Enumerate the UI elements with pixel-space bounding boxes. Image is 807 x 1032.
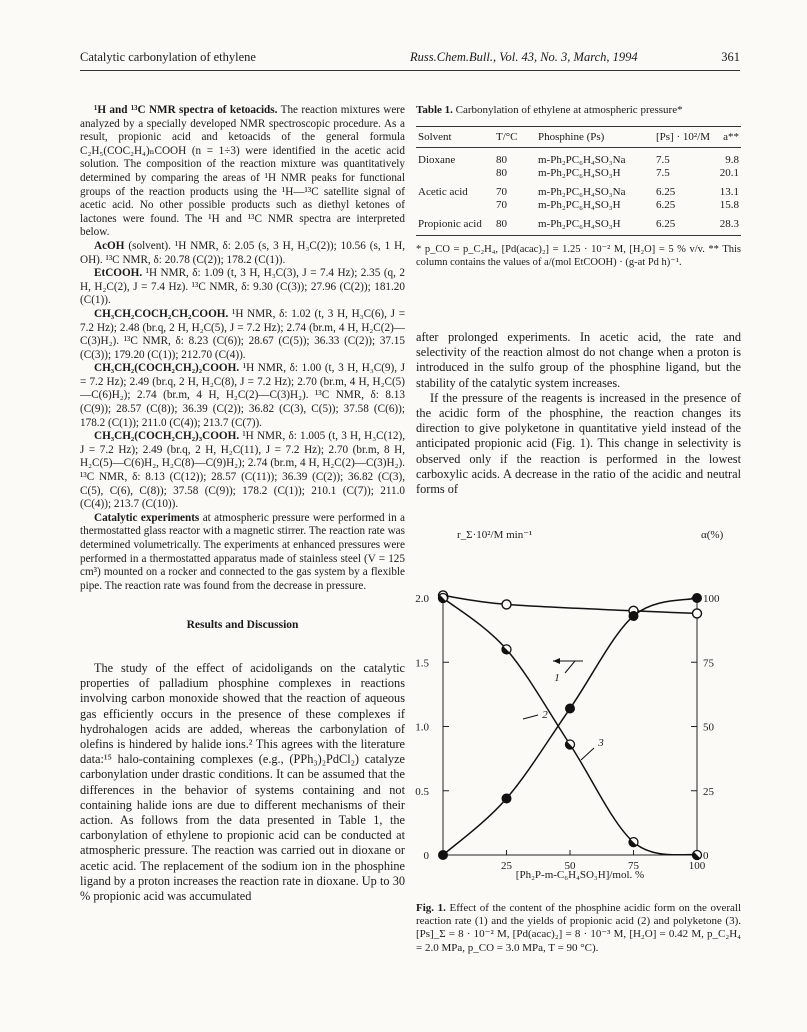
ketoacid-2-entry [80, 362, 405, 430]
curve-1-label: 1 [554, 672, 560, 684]
ketoacid-1-label: CH₃CH₂COCH₂CH₂COOH. [94, 307, 229, 320]
series-3-point [693, 594, 702, 603]
y-axis-right-label: α(%) [701, 529, 724, 541]
journal-citation: Russ.Chem.Bull., Vol. 43, No. 3, March, 1994 [410, 50, 638, 64]
cell-ps: m-Ph₂PC₆H₄SO₃H [536, 212, 654, 236]
cell-conc: 7.5 [656, 154, 670, 166]
acoh-label: AcOH [94, 239, 125, 252]
cell-t: 80 [494, 212, 536, 236]
nmr-paragraph [80, 104, 405, 240]
series-3-line [443, 598, 697, 855]
series-1-point [502, 600, 511, 609]
right-paragraph-2: If the pressure of the reagents is increased in the presence of the acidic form of the phosphine, the reaction changes its direction to give polyketone in quantitative yield instead of the anticipated propionic acid (Fig. 1). This change in selectivity is observed only if the reaction is performed in the lowest carboxylic acids. A decrease in the ratio of the acidic and neutral forms of [416, 390, 741, 497]
catalytic-label: Catalytic experiments [94, 511, 200, 524]
y-left-tick-label: 1.5 [415, 657, 429, 670]
cell-ps: m-Ph₂PC₆H₄SO₃Na [538, 154, 626, 166]
etcooh-entry [80, 267, 405, 308]
table-caption [416, 104, 741, 116]
nmr-heading: ¹H and ¹³C NMR spectra of ketoacids. [94, 104, 278, 116]
curve-3-leader [581, 748, 594, 760]
table-row [416, 199, 741, 212]
ketoacid-3-text: ¹H NMR, δ: 1.005 (t, 3 H, H₃C(12), J = 7.2 Hz); 2.49 (br.q, 2 H, H₂C(11), J = 7.2 Hz); 2.70 (br.m, 8 H, H₂C(5)—C(6)H₂, H₂C(8)—C(9)H₂); 2.74 (br.m, 4 H, H₂C(2)—C(3)H₂). ¹³C NMR, δ: 8.13 (C(12)); 28.57 (C(11)); 36.39 (C(2)); 36.82 (C(3), C(5), C(6), C(8)); 37.58 (C(9)); 178.2 (C(1)); 210.1 (C(7)); 211.0 (C(4)); 213.7 (C(10)). [80, 430, 405, 511]
cell-a: 20.1 [719, 167, 739, 179]
cell-conc: 6.25 [654, 212, 714, 236]
cell-t: 70 [496, 199, 507, 211]
figure-1 [405, 520, 750, 880]
figure-caption-label: Fig. 1. [416, 902, 446, 914]
y-left-tick-label: 2.0 [415, 593, 429, 605]
x-tick-label: 75 [628, 860, 639, 872]
catalytic-text: at atmospheric pressure were performed in a thermostatted glass reactor with a magnetic stirrer. The reaction rate was determined volumetrically. The experiments at enhanced pressures were performed in a thermostatted apparatus made of stainless steel (V = 125 cm³) mounted on a rocker and connected to the gas system by a flexible pipe. The reaction rate was found from the decrease in pressure. [80, 511, 406, 592]
cell-a: 15.8 [719, 199, 739, 211]
table-footnote: * p_CO = p_C₂H₄, [Pd(acac)₂] = 1.25 · 10⁻² M, [H₂O] = 5 % v/v. ** This column contains the values of a/(mol EtCOOH) · (g-at Pd h)⁻¹. [416, 244, 741, 268]
running-head [80, 50, 740, 68]
curve-2-label: 2 [542, 709, 548, 721]
series-3-point [439, 851, 448, 860]
y-left-tick-label: 0 [423, 850, 429, 862]
header-solvent: Solvent [416, 127, 494, 148]
table-1 [416, 104, 741, 269]
chart-svg [405, 520, 750, 880]
header-concentration: [Ps] · 10²/M [654, 127, 714, 148]
x-axis-label: [Ph₂P-m-C₆H₄SO₃H]/mol. % [515, 869, 645, 880]
nmr-intro: The reaction mixtures were analyzed by a specially developed NMR spectroscopic procedure. As a result, propionic acid and ketoacids of the general formula C₂H₅(COC₂H₄)ₙCOOH (n = 1÷3) were identified in the acetic acid solution. The composition of the reaction mixture was quantitatively determined by comparing the areas of ¹H NMR peaks for functional groups of the reaction products using the ¹H—¹³C satellite signal of acetic acid. No other possible products such as diethyl ketones of lactones were found. The ¹H and ¹³C NMR spectra are interpreted below. [80, 104, 405, 239]
table-row [416, 212, 741, 236]
table-row [416, 167, 741, 180]
table-caption-label: Table 1. [416, 104, 453, 116]
series-3-point [502, 794, 511, 803]
cell-ps: m-Ph₂PC₆H₄SO₃H [538, 167, 621, 179]
header-phosphine: Phosphine (Ps) [536, 127, 654, 148]
left-column [80, 104, 405, 904]
series-1-line [443, 595, 697, 613]
header-a: a** [714, 127, 741, 148]
curve-1-leader [565, 661, 575, 673]
cell-solvent: Propionic acid [416, 212, 494, 236]
cell-solvent: Acetic acid [418, 186, 468, 198]
series-1-point [693, 609, 702, 618]
cell-conc: 6.25 [656, 186, 676, 198]
table-header-row [416, 127, 741, 148]
acoh-entry [80, 240, 405, 267]
x-tick-label: 25 [501, 860, 512, 872]
y-left-tick-label: 1.0 [415, 721, 429, 734]
section-title: Results and Discussion [186, 619, 299, 632]
y-axis-left-label: r_Σ·10²/M min⁻¹ [457, 529, 533, 541]
cell-t: 70 [496, 186, 507, 198]
y-left-tick-label: 0.5 [415, 785, 429, 798]
cell-conc: 6.25 [656, 199, 676, 211]
series-3-point [629, 611, 638, 620]
ketoacid-2-text: ¹H NMR, δ: 1.00 (t, 3 H, H₃C(9), J = 7.2 Hz); 2.49 (br.q, 2 H, H₂C(8), J = 7.2 Hz); 2.70 (br.m, 4 H, H₂C(5)—C(6)H₂); 2.74 (br.m, 4 H, H₂C(2)—C(3)H₂). ¹³C NMR, δ: 8.13 (C(9)); 28.57 (C(8)); 36.39 (C(2)); 36.82 (C(3), C(5)); 37.58 (C(6)); 178.2 (C(1)); 211.0 (C(4)); 213.7 (C(7)). [80, 362, 405, 429]
data-table [416, 126, 741, 236]
running-title: Catalytic carbonylation of ethylene [80, 50, 256, 64]
curve-1-arrowhead [553, 658, 560, 664]
table-row [416, 180, 741, 199]
page-number: 361 [721, 50, 740, 64]
cell-t: 80 [496, 167, 507, 179]
y-right-tick-label: 50 [703, 721, 714, 734]
table-row [416, 148, 741, 168]
x-tick-label: 50 [564, 860, 576, 872]
y-right-tick-label: 0 [703, 850, 709, 862]
results-paragraph: The study of the effect of acidoligands on the catalytic properties of palladium phosphine complexes in reactions involving carbon monoxide showed that the reaction of aqueous gas efficiently occurs in the presence of these complexes if hydrohalogen acids are added, whereas the carbonylation of olefins is hindered by halide ions.² This agrees with the literature data:¹⁵ halo-containing complexes (e.g., (PPh₃)₂PdCl₂) catalyze carbonylation under drastic conditions. It can be assumed that the differences in the behavior of systems containing and not containing halide ions are due to different mechanisms of their action. As follows from the data presented in Table 1, the carbonylation of ethylene to propionic acid can be conducted at atmospheric pressure. The reaction was carried out in dioxane or acetic acid. The replacement of the sodium ion in the phosphine ligand by a proton increases the reaction rate in dioxane. Up to 30 % propionic acid was accumulated [80, 660, 405, 904]
x-tick-label: 100 [688, 860, 706, 872]
etcooh-text: ¹H NMR, δ: 1.09 (t, 3 H, H₃C(3), J = 7.4 Hz); 2.35 (q, 2 H, H₂C(2), J = 7.4 Hz). ¹³C NMR, δ: 9.30 (C(3)); 27.96 (C(2)); 181.20 (C(1)). [80, 267, 406, 307]
cell-a: 9.8 [725, 154, 739, 166]
ketoacid-1-entry [80, 308, 405, 362]
cell-t: 80 [496, 154, 507, 166]
cell-conc: 7.5 [656, 167, 670, 179]
header-rule [80, 70, 740, 71]
catalytic-entry [80, 512, 405, 594]
cell-solvent [416, 167, 494, 180]
right-column [416, 330, 741, 497]
right-paragraph-1: after prolonged experiments. In acetic acid, the rate and selectivity of the reaction almost do not change when a proton is introduced in the sulfo group of the phosphine ligand, but the stability of the catalytic system increases. [416, 330, 741, 390]
etcooh-label: EtCOOH. [94, 267, 143, 280]
figure-caption [416, 902, 741, 955]
cell-a: 13.1 [719, 186, 739, 198]
series-2-line [443, 598, 697, 855]
ketoacid-1-text: ¹H NMR, δ: 1.02 (t, 3 H, H₃C(6), J = 7.2 Hz); 2.48 (br.q, 2 H, H₂C(5), J = 7.2 Hz); 2.74 (br.m, 4 H, H₂C(2)—C(3)H₂). ¹³C NMR, δ: 8.23 (C(6)); 28.67 (C(5)); 36.33 (C(2)); 37.15 (C(3)); 179.20 (C(1)); 212.70 (C(4)). [80, 307, 405, 361]
acoh-text: (solvent). ¹H NMR, δ: 2.05 (s, 3 H, H₃C(2)); 10.56 (s, 1 H, OH). ¹³C NMR, δ: 20.78 (C(2)); 178.2 (C(1)). [80, 239, 405, 266]
header-temperature: T/°C [494, 127, 536, 148]
y-right-tick-label: 100 [703, 593, 720, 605]
cell-solvent: Dioxane [418, 154, 456, 166]
figure-caption-text: Effect of the content of the phosphine acidic form on the overall reaction rate (1) and the yields of propionic acid (2) and polyketone (3). [Ps]_Σ = 8 · 10⁻² M, [Pd(acac)₂] = 8 · 10⁻³ M, [H₂O] = 0.42 M, p_C₂H₄ = 2.0 MPa, p_CO = 3.0 MPa, T = 90 °C). [416, 902, 742, 954]
curve-3-label: 3 [598, 737, 604, 749]
series-3-point [566, 704, 575, 713]
cell-ps: m-Ph₂PC₆H₄SO₃H [538, 199, 621, 211]
ketoacid-3-entry [80, 430, 405, 512]
table-caption-text: Carbonylation of ethylene at atmospheric pressure* [455, 104, 683, 116]
ketoacid-2-label: CH₃CH₂(COCH₂CH₂)₂COOH. [94, 362, 240, 375]
y-right-tick-label: 25 [703, 785, 714, 798]
cell-solvent [416, 199, 494, 212]
cell-a: 28.3 [714, 212, 741, 236]
y-right-tick-label: 75 [703, 657, 714, 670]
ketoacid-3-label: CH₃CH₂(COCH₂CH₂)₃COOH. [94, 430, 240, 443]
curve-2-leader [523, 715, 538, 719]
cell-ps: m-Ph₂PC₆H₄SO₃Na [538, 186, 626, 198]
